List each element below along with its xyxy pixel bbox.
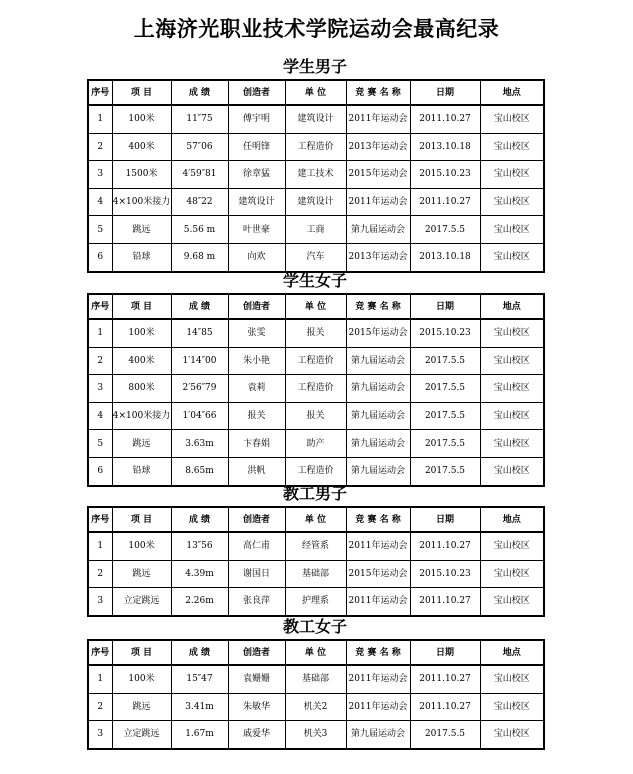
cell-maker: 建筑设计 [228,188,285,216]
cell-date: 2017.5.5 [410,216,480,244]
cell-meet: 第九届运动会 [346,721,410,749]
cell-date: 2015.10.23 [410,161,480,189]
header-no: 序号 [88,507,112,532]
cell-result: 3.41m [171,693,228,721]
cell-date: 2017.5.5 [410,402,480,430]
cell-no: 1 [88,665,112,693]
cell-place: 宝山校区 [480,105,544,133]
cell-unit: 建筑设计 [285,188,346,216]
cell-no: 3 [88,588,112,616]
cell-result: 1′14″00 [171,347,228,375]
cell-date: 2015.10.23 [410,319,480,347]
cell-item: 1500米 [112,161,171,189]
cell-no: 3 [88,161,112,189]
section-title: 学生女子 [282,271,347,290]
header-meet: 竞 赛 名 称 [346,640,410,665]
cell-maker: 任明锋 [228,133,285,161]
cell-item: 100米 [112,665,171,693]
cell-no: 3 [88,721,112,749]
header-place: 地点 [480,294,544,319]
table-row [88,347,544,375]
cell-date: 2017.5.5 [410,430,480,458]
cell-date: 2011.10.27 [410,188,480,216]
cell-place: 宝山校区 [480,319,544,347]
header-item: 项 目 [112,294,171,319]
cell-maker: 戚爱华 [228,721,285,749]
cell-place: 宝山校区 [480,532,544,560]
cell-unit: 基础部 [285,665,346,693]
table-row [88,243,544,271]
cell-date: 2017.5.5 [410,347,480,375]
header-result: 成 绩 [171,294,228,319]
cell-no: 6 [88,243,112,271]
cell-date: 2013.10.18 [410,133,480,161]
cell-meet: 2015年运动会 [346,161,410,189]
record-section [87,270,543,487]
cell-result: 1.67m [171,721,228,749]
record-section [87,483,543,617]
cell-unit: 机关2 [285,693,346,721]
cell-item: 立定跳远 [112,588,171,616]
cell-result: 48″22 [171,188,228,216]
cell-item: 跳远 [112,560,171,588]
cell-date: 2013.10.18 [410,243,480,271]
header-meet: 竞 赛 名 称 [346,507,410,532]
cell-unit: 建工技术 [285,161,346,189]
cell-maker: 叶世豪 [228,216,285,244]
cell-no: 2 [88,560,112,588]
cell-maker: 朱小艳 [228,347,285,375]
cell-result: 2′56″79 [171,375,228,403]
cell-result: 3.63m [171,430,228,458]
cell-meet: 2015年运动会 [346,560,410,588]
cell-date: 2011.10.27 [410,665,480,693]
records-table [87,506,545,617]
header-meet: 竞 赛 名 称 [346,294,410,319]
header-maker: 创造者 [228,294,285,319]
cell-meet: 第九届运动会 [346,216,410,244]
cell-date: 2015.10.23 [410,560,480,588]
table-row [88,721,544,749]
cell-item: 跳远 [112,216,171,244]
header-unit: 单 位 [285,640,346,665]
cell-item: 跳远 [112,693,171,721]
header-meet: 竞 赛 名 称 [346,80,410,105]
header-row [88,294,544,319]
cell-item: 4×100米接力 [112,188,171,216]
cell-place: 宝山校区 [480,161,544,189]
header-maker: 创造者 [228,640,285,665]
cell-no: 2 [88,347,112,375]
header-result: 成 绩 [171,80,228,105]
header-no: 序号 [88,80,112,105]
cell-place: 宝山校区 [480,133,544,161]
cell-meet: 2011年运动会 [346,105,410,133]
header-date: 日期 [410,294,480,319]
cell-meet: 2013年运动会 [346,243,410,271]
cell-result: 11″75 [171,105,228,133]
cell-item: 铅球 [112,243,171,271]
cell-unit: 汽车 [285,243,346,271]
table-row [88,457,544,485]
header-date: 日期 [410,640,480,665]
cell-meet: 2011年运动会 [346,693,410,721]
cell-place: 宝山校区 [480,588,544,616]
cell-maker: 向欢 [228,243,285,271]
table-row [88,133,544,161]
cell-result: 5.56 m [171,216,228,244]
record-section [87,56,543,273]
header-result: 成 绩 [171,507,228,532]
cell-no: 2 [88,133,112,161]
cell-unit: 机关3 [285,721,346,749]
cell-no: 5 [88,216,112,244]
cell-unit: 报关 [285,402,346,430]
cell-date: 2011.10.27 [410,693,480,721]
cell-no: 5 [88,430,112,458]
cell-place: 宝山校区 [480,243,544,271]
cell-date: 2011.10.27 [410,532,480,560]
cell-maker: 报关 [228,402,285,430]
table-row [88,665,544,693]
cell-unit: 基础部 [285,560,346,588]
table-row [88,430,544,458]
header-row [88,80,544,105]
cell-place: 宝山校区 [480,402,544,430]
cell-maker: 谢国日 [228,560,285,588]
cell-item: 400米 [112,133,171,161]
cell-no: 1 [88,532,112,560]
cell-unit: 工程造价 [285,133,346,161]
cell-maker: 卞春娟 [228,430,285,458]
cell-maker: 袁姗姗 [228,665,285,693]
cell-item: 100米 [112,319,171,347]
cell-meet: 2011年运动会 [346,188,410,216]
cell-no: 4 [88,402,112,430]
header-unit: 单 位 [285,294,346,319]
cell-maker: 张良萍 [228,588,285,616]
cell-place: 宝山校区 [480,216,544,244]
cell-date: 2017.5.5 [410,375,480,403]
table-row [88,693,544,721]
table-row [88,188,544,216]
header-item: 项 目 [112,640,171,665]
cell-place: 宝山校区 [480,375,544,403]
cell-unit: 工程造价 [285,457,346,485]
header-date: 日期 [410,80,480,105]
cell-result: 4′59″81 [171,161,228,189]
cell-meet: 2011年运动会 [346,532,410,560]
page-title: 上海济光职业技术学院运动会最高纪录 [133,17,500,41]
header-date: 日期 [410,507,480,532]
cell-no: 3 [88,375,112,403]
cell-maker: 傅宇明 [228,105,285,133]
cell-no: 4 [88,188,112,216]
cell-item: 铅球 [112,457,171,485]
header-maker: 创造者 [228,507,285,532]
cell-maker: 张雯 [228,319,285,347]
cell-result: 8.65m [171,457,228,485]
cell-no: 1 [88,319,112,347]
cell-no: 1 [88,105,112,133]
header-maker: 创造者 [228,80,285,105]
header-place: 地点 [480,640,544,665]
header-place: 地点 [480,507,544,532]
table-row [88,588,544,616]
cell-result: 4.39m [171,560,228,588]
cell-item: 100米 [112,532,171,560]
cell-maker: 徐章猛 [228,161,285,189]
cell-place: 宝山校区 [480,665,544,693]
section-title: 学生男子 [282,57,347,76]
header-no: 序号 [88,294,112,319]
cell-maker: 朱敏华 [228,693,285,721]
header-unit: 单 位 [285,507,346,532]
cell-unit: 报关 [285,319,346,347]
cell-place: 宝山校区 [480,560,544,588]
cell-item: 100米 [112,105,171,133]
cell-place: 宝山校区 [480,347,544,375]
cell-date: 2017.5.5 [410,721,480,749]
cell-maker: 袁莉 [228,375,285,403]
cell-meet: 2011年运动会 [346,588,410,616]
header-unit: 单 位 [285,80,346,105]
cell-meet: 第九届运动会 [346,402,410,430]
table-row [88,216,544,244]
cell-item: 跳远 [112,430,171,458]
cell-result: 13″56 [171,532,228,560]
cell-result: 57″06 [171,133,228,161]
cell-item: 4×100米接力 [112,402,171,430]
cell-result: 2.26m [171,588,228,616]
table-row [88,319,544,347]
cell-meet: 第九届运动会 [346,347,410,375]
records-table [87,79,545,273]
cell-result: 14″85 [171,319,228,347]
cell-unit: 助产 [285,430,346,458]
cell-maker: 高仁甫 [228,532,285,560]
cell-item: 800米 [112,375,171,403]
cell-unit: 建筑设计 [285,105,346,133]
cell-maker: 洪帆 [228,457,285,485]
header-row [88,640,544,665]
cell-meet: 2013年运动会 [346,133,410,161]
cell-date: 2017.5.5 [410,457,480,485]
table-row [88,532,544,560]
header-item: 项 目 [112,507,171,532]
cell-unit: 工商 [285,216,346,244]
header-no: 序号 [88,640,112,665]
cell-result: 9.68 m [171,243,228,271]
cell-meet: 第九届运动会 [346,457,410,485]
cell-meet: 第九届运动会 [346,375,410,403]
cell-place: 宝山校区 [480,457,544,485]
header-place: 地点 [480,80,544,105]
table-row [88,105,544,133]
table-row [88,375,544,403]
cell-unit: 工程造价 [285,375,346,403]
table-row [88,560,544,588]
cell-date: 2011.10.27 [410,588,480,616]
section-title: 教工男子 [282,484,347,503]
cell-meet: 第九届运动会 [346,430,410,458]
header-item: 项 目 [112,80,171,105]
cell-item: 立定跳远 [112,721,171,749]
record-section [87,616,543,750]
cell-result: 1′04″66 [171,402,228,430]
header-row [88,507,544,532]
cell-unit: 护理系 [285,588,346,616]
cell-unit: 工程造价 [285,347,346,375]
cell-result: 15″47 [171,665,228,693]
section-title: 教工女子 [282,617,347,636]
cell-date: 2011.10.27 [410,105,480,133]
header-result: 成 绩 [171,640,228,665]
records-table [87,639,545,750]
cell-no: 6 [88,457,112,485]
records-table [87,293,545,487]
cell-place: 宝山校区 [480,188,544,216]
table-row [88,161,544,189]
cell-meet: 2011年运动会 [346,665,410,693]
cell-no: 2 [88,693,112,721]
cell-place: 宝山校区 [480,430,544,458]
cell-place: 宝山校区 [480,693,544,721]
table-row [88,402,544,430]
cell-item: 400米 [112,347,171,375]
cell-unit: 经管系 [285,532,346,560]
cell-meet: 2015年运动会 [346,319,410,347]
cell-place: 宝山校区 [480,721,544,749]
